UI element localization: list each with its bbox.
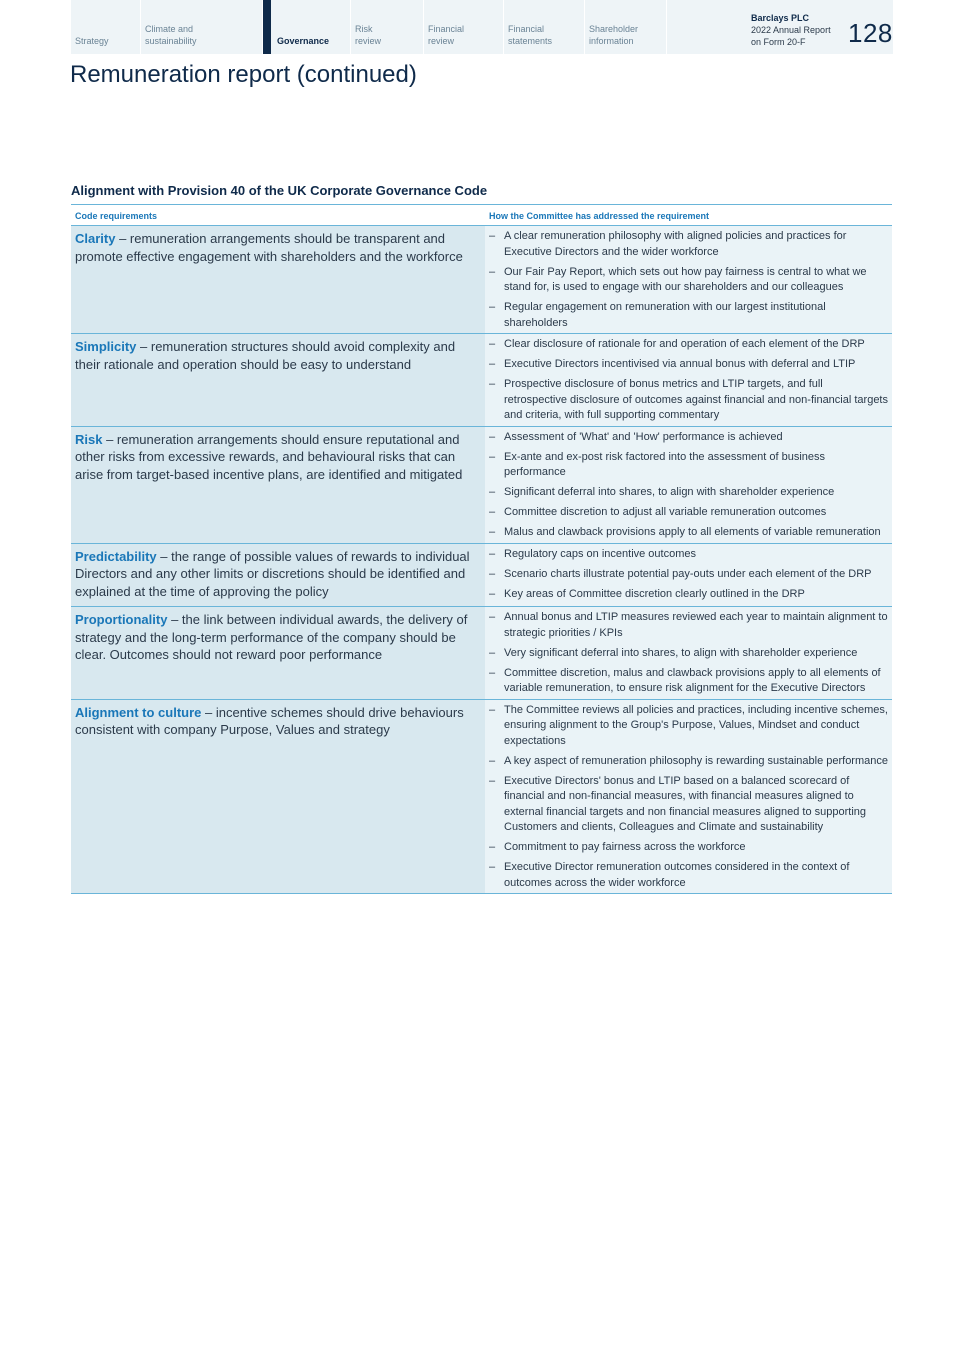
dash-bullet-icon: – [489,450,496,463]
tab-label: Financial review [428,24,465,46]
list-item [489,587,888,603]
code-requirement-cell [71,334,485,426]
requirement-description: – the link between individual awards, the delivery of strategy and the long-term performance of the company should be clear. Outcomes should not reward poor performance [75,612,468,662]
list-item-text: Our Fair Pay Report, which sets out how pay fairness is central to what we stand for, is used to engage with our shareholders and our colleagues [504,265,867,293]
dash-bullet-icon: – [489,646,496,659]
table-row [71,226,892,334]
list-item [489,229,888,260]
code-requirement-cell [71,544,485,607]
column-header-code-requirements: Code requirements [75,211,158,221]
list-item-text: Significant deferral into shares, to align with shareholder experience [504,486,835,498]
requirement-description: – the range of possible values of rewards to individual Directors and any other limits or discretions should be identified and explained at the time of approving the policy [75,548,470,599]
tab-label: Risk review [355,24,382,46]
requirement-term: Predictability [75,548,157,564]
list-item-text: Regular engagement on remuneration with our largest institutional shareholders [504,301,826,329]
committee-response-cell [485,226,892,333]
brand-form: on Form 20-F [751,37,806,47]
tab-label: Strategy [75,36,109,46]
dash-bullet-icon: – [489,358,496,370]
list-item [489,860,888,891]
governance-alignment-table [71,204,892,894]
tab-strategy[interactable] [71,0,141,54]
list-item-text: Committee discretion to adjust all variable remuneration outcomes [504,506,827,518]
list-item [489,646,888,662]
dash-bullet-icon: – [489,611,496,623]
tab-label: Governance [277,36,330,46]
list-item [489,485,888,501]
list-item [489,567,888,583]
dash-bullet-icon: – [489,265,496,278]
dash-bullet-icon: – [489,301,496,313]
requirement-term: Clarity [75,231,116,246]
list-item-text: Annual bonus and LTIP measures reviewed each year to maintain alignment to strategic priorities / KPIs [504,611,888,639]
dash-bullet-icon: – [489,506,496,518]
tab-risk-review[interactable] [351,0,424,54]
list-item-text: Very significant deferral into shares, to align with shareholder experience [504,646,858,659]
list-item-text: Executive Directors' bonus and LTIP based on a balanced scorecard of financial and non-financial measures, with financial measures aligned to external financial targets and non financial measures aligned to supporting Customers and clients, Colleagues and Climate and sustainability [504,774,867,833]
brand-report: 2022 Annual Report [751,25,831,35]
tab-financial-statements[interactable] [504,0,585,54]
page-title: Remuneration report (continued) [70,61,417,88]
dash-bullet-icon: – [489,526,496,538]
list-item-text: Clear disclosure of rationale for and operation of each element of the DRP [504,338,865,350]
dash-bullet-icon: – [489,486,496,498]
list-item-text: A clear remuneration philosophy with aligned policies and practices for Executive Directors and the wider workforce [504,230,847,258]
list-item-text: Ex-ante and ex-post risk factored into the assessment of business performance [504,450,825,478]
section-title: Alignment with Provision 40 of the UK Corporate Governance Code [71,183,488,198]
dash-bullet-icon: – [489,666,496,679]
dash-bullet-icon: – [489,430,496,443]
code-requirement-cell [71,607,485,699]
list-item [489,265,888,296]
requirement-term: Risk [75,431,103,447]
column-header-committee-response: How the Committee has addressed the requirement [489,211,710,221]
requirement-term: Alignment to culture [75,704,202,720]
list-item [489,547,888,563]
list-item [489,610,888,641]
tab-financial-review[interactable] [424,0,504,54]
list-item [489,450,888,481]
dash-bullet-icon: – [489,567,496,580]
committee-response-cell [485,427,892,543]
list-item-text: A key aspect of remuneration philosophy is rewarding sustainable performance [504,754,888,767]
list-item-text: Committee discretion, malus and clawback provisions apply to all elements of variable remuneration, to ensure risk alignment for the Executive Directors [504,666,881,694]
dash-bullet-icon: – [489,547,496,560]
list-item-text: Scenario charts illustrate potential pay-outs under each element of the DRP [504,567,872,580]
list-item [489,430,888,446]
dash-bullet-icon: – [489,703,496,716]
requirement-description: – remuneration arrangements should ensure reputational and other risks from excessive rewards, and behavioural risks that can arise from target-based incentive plans, are identified and mitigated [75,431,463,482]
requirement-description: – remuneration structures should avoid complexity and their rationale and operation should be easy to understand [75,339,456,372]
tab-label: Climate and sustainability [145,24,197,46]
dash-bullet-icon: – [489,378,496,390]
list-item [489,357,888,373]
brand-company: Barclays PLC [751,13,810,23]
requirement-description: – incentive schemes should drive behaviours consistent with company Purpose, Values and strategy [75,704,464,737]
tab-governance[interactable] [263,0,351,54]
committee-response-cell [485,700,892,894]
list-item [489,505,888,521]
table-row [71,427,892,544]
active-tab-indicator [263,0,271,54]
list-item-text: Malus and clawback provisions apply to all elements of variable remuneration [504,526,881,538]
list-item-text: Executive Director remuneration outcomes considered in the context of outcomes across the wider workforce [504,861,850,889]
committee-response-cell [485,334,892,426]
tab-label: Financial statements [508,24,553,46]
list-item [489,840,888,856]
page-number: 128 [848,18,893,48]
requirement-term: Simplicity [75,339,137,354]
list-item-text: Executive Directors incentivised via annual bonus with deferral and LTIP [504,358,856,370]
list-item-text: The Committee reviews all policies and practices, including incentive schemes, ensuring alignment to the Group's Purpose, Values, Mindset and conduct expectations [504,703,888,747]
dash-bullet-icon: – [489,774,496,787]
tab-shareholder-information[interactable] [585,0,667,54]
dash-bullet-icon: – [489,338,496,350]
list-item [489,525,888,541]
list-item [489,377,888,424]
dash-bullet-icon: – [489,861,496,873]
report-brand [751,12,831,48]
table-body [71,226,892,894]
tab-label: Shareholder information [589,24,639,46]
top-navigation [71,0,893,54]
code-requirement-cell [71,427,485,543]
dash-bullet-icon: – [489,230,496,242]
list-item-text: Regulatory caps on incentive outcomes [504,547,696,560]
list-item [489,754,888,770]
dash-bullet-icon: – [489,587,496,600]
code-requirement-cell [71,226,485,333]
list-item-text: Key areas of Committee discretion clearly outlined in the DRP [504,587,805,600]
list-item-text: Commitment to pay fairness across the workforce [504,841,746,853]
table-row [71,607,892,700]
list-item [489,774,888,836]
table-row [71,700,892,895]
list-item [489,703,888,750]
list-item [489,337,888,353]
tab-climate-and-sustainability[interactable] [141,0,263,54]
table-row [71,544,892,608]
list-item-text: Prospective disclosure of bonus metrics and LTIP targets, and full retrospective disclosure of outcomes against financial and non-financial targets and criteria, with full supporting commentary [504,378,888,421]
dash-bullet-icon: – [489,841,496,853]
table-row [71,334,892,427]
table-header [71,205,892,226]
committee-response-cell [485,544,892,607]
dash-bullet-icon: – [489,754,496,767]
requirement-term: Proportionality [75,612,168,627]
list-item-text: Assessment of 'What' and 'How' performance is achieved [504,430,783,443]
requirement-description: – remuneration arrangements should be transparent and promote effective engagement with shareholders and the workforce [75,231,463,264]
committee-response-cell [485,607,892,699]
code-requirement-cell [71,700,485,894]
list-item [489,300,888,331]
list-item [489,666,888,697]
